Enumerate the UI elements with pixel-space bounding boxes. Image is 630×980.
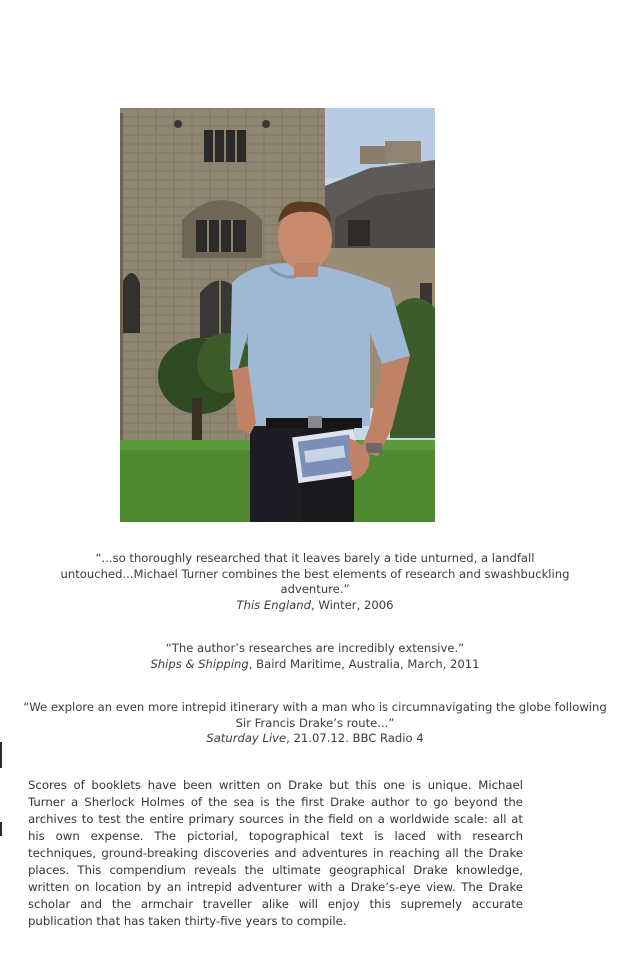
review-quote (22, 700, 608, 747)
book-description: Scores of booklets have been written on Drake but this one is unique. Michael Turner a Sherlock Holmes of the sea is the first Drake author to go beyond the archives to test the entire primary sources in the field on a worldwide scale: all at his own expense. The pictorial, topographical text is laced with research techniques, ground-breaking discoveries and adventures in reaching all the Drake places. This compendium reveals the ultimate geographical Drake knowledge, written on location by an intrepid adventurer with a Drake’s-eye view. The Drake scholar and the armchair traveller alike will enjoy this supremely accurate publication that has taken thirty-five years to compile. (28, 777, 523, 928)
quote-text: “The author’s researches are incredibly extensive.” (165, 641, 465, 655)
publication-name: Ships & Shipping (150, 656, 249, 671)
review-quote (80, 641, 550, 672)
publication-details: , Baird Maritime, Australia, March, 2011 (248, 656, 480, 671)
publication-name: Saturday Live (206, 731, 287, 746)
publication-details: , Winter, 2006 (310, 597, 394, 612)
quote-source (22, 731, 608, 747)
quote-source (44, 598, 586, 614)
scan-edge-mark (0, 822, 2, 836)
quote-text: “We explore an even more intrepid itinerary with a man who is circumnavigating the globe following Sir Francis Drake’s route...” (23, 700, 607, 730)
publication-details: , 21.07.12. BBC Radio 4 (286, 731, 424, 746)
quote-source (80, 657, 550, 673)
review-quote (44, 551, 586, 613)
publication-name: This England (236, 597, 311, 612)
author-photo (120, 108, 435, 522)
quote-text: “...so thoroughly researched that it leaves barely a tide unturned, a landfall untouched...Michael Turner combines the best elements of research and swashbuckling adventure.” (60, 551, 570, 597)
scan-edge-mark (0, 742, 2, 768)
